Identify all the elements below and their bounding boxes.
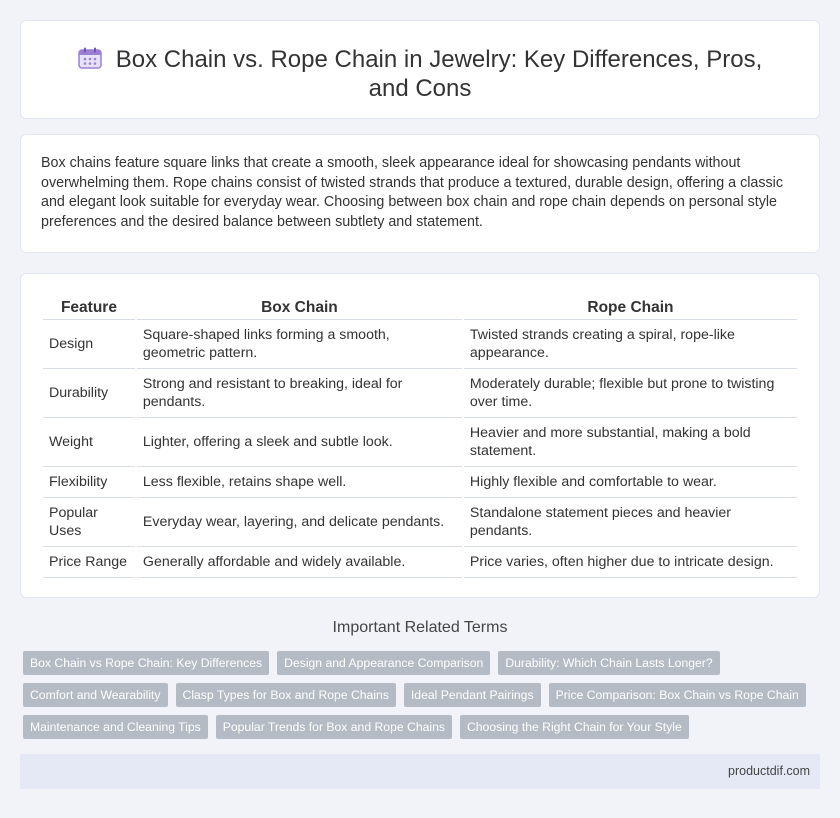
table-row xyxy=(43,547,797,578)
related-tags xyxy=(23,651,823,747)
rope-chain-cell: Heavier and more substantial, making a bold statement. xyxy=(464,418,797,467)
box-chain-cell: Generally affordable and widely available. xyxy=(137,547,462,578)
related-tag[interactable]: Maintenance and Cleaning Tips xyxy=(23,715,208,739)
calendar-icon xyxy=(78,47,102,69)
rope-chain-cell: Twisted strands creating a spiral, rope-like appearance. xyxy=(464,320,797,369)
feature-cell: Flexibility xyxy=(43,467,135,498)
table-row xyxy=(43,418,797,467)
table-row xyxy=(43,320,797,369)
related-tag[interactable]: Durability: Which Chain Lasts Longer? xyxy=(498,651,719,675)
related-tag[interactable]: Comfort and Wearability xyxy=(23,683,168,707)
related-tag[interactable]: Clasp Types for Box and Rope Chains xyxy=(176,683,396,707)
footer-site-link[interactable]: productdif.com xyxy=(728,764,810,778)
box-chain-cell: Square-shaped links forming a smooth, geometric pattern. xyxy=(137,320,462,369)
feature-cell: Weight xyxy=(43,418,135,467)
page-title-wrap xyxy=(61,45,779,103)
box-chain-cell: Everyday wear, layering, and delicate pendants. xyxy=(137,498,462,547)
title-card xyxy=(20,20,820,119)
comparison-card xyxy=(20,273,820,598)
box-chain-cell: Lighter, offering a sleek and subtle look. xyxy=(137,418,462,467)
feature-cell: Durability xyxy=(43,369,135,418)
rope-chain-cell: Standalone statement pieces and heavier pendants. xyxy=(464,498,797,547)
intro-card xyxy=(20,134,820,253)
table-header-row xyxy=(43,294,797,320)
header-rope-chain: Rope Chain xyxy=(464,294,797,320)
box-chain-cell: Strong and resistant to breaking, ideal for pendants. xyxy=(137,369,462,418)
rope-chain-cell: Price varies, often higher due to intricate design. xyxy=(464,547,797,578)
table-row xyxy=(43,498,797,547)
related-tag[interactable]: Choosing the Right Chain for Your Style xyxy=(460,715,689,739)
rope-chain-cell: Moderately durable; flexible but prone to twisting over time. xyxy=(464,369,797,418)
header-feature: Feature xyxy=(43,294,135,320)
feature-cell: Price Range xyxy=(43,547,135,578)
table-row xyxy=(43,369,797,418)
feature-cell: Design xyxy=(43,320,135,369)
related-tag[interactable]: Box Chain vs Rope Chain: Key Differences xyxy=(23,651,269,675)
intro-paragraph: Box chains feature square links that create a smooth, sleek appearance ideal for showcasing pendants without overwhelming them. Rope chains consist of twisted strands that produce a textured, durable design, offering a classic and elegant look suitable for everyday wear. Choosing between box chain and rope chain depends on personal style preferences and the desired balance between subtlety and statement. xyxy=(41,155,783,230)
rope-chain-cell: Highly flexible and comfortable to wear. xyxy=(464,467,797,498)
related-tag[interactable]: Popular Trends for Box and Rope Chains xyxy=(216,715,452,739)
related-terms-heading: Important Related Terms xyxy=(332,619,508,636)
related-tag[interactable]: Price Comparison: Box Chain vs Rope Chain xyxy=(549,683,806,707)
feature-cell: Popular Uses xyxy=(43,498,135,547)
page-title: Box Chain vs. Rope Chain in Jewelry: Key Differences, Pros, and Cons xyxy=(115,46,763,102)
box-chain-cell: Less flexible, retains shape well. xyxy=(137,467,462,498)
table-row xyxy=(43,467,797,498)
header-box-chain: Box Chain xyxy=(137,294,462,320)
related-tag[interactable]: Ideal Pendant Pairings xyxy=(404,683,541,707)
comparison-table xyxy=(41,294,799,578)
related-tag[interactable]: Design and Appearance Comparison xyxy=(277,651,490,675)
footer xyxy=(20,754,820,789)
